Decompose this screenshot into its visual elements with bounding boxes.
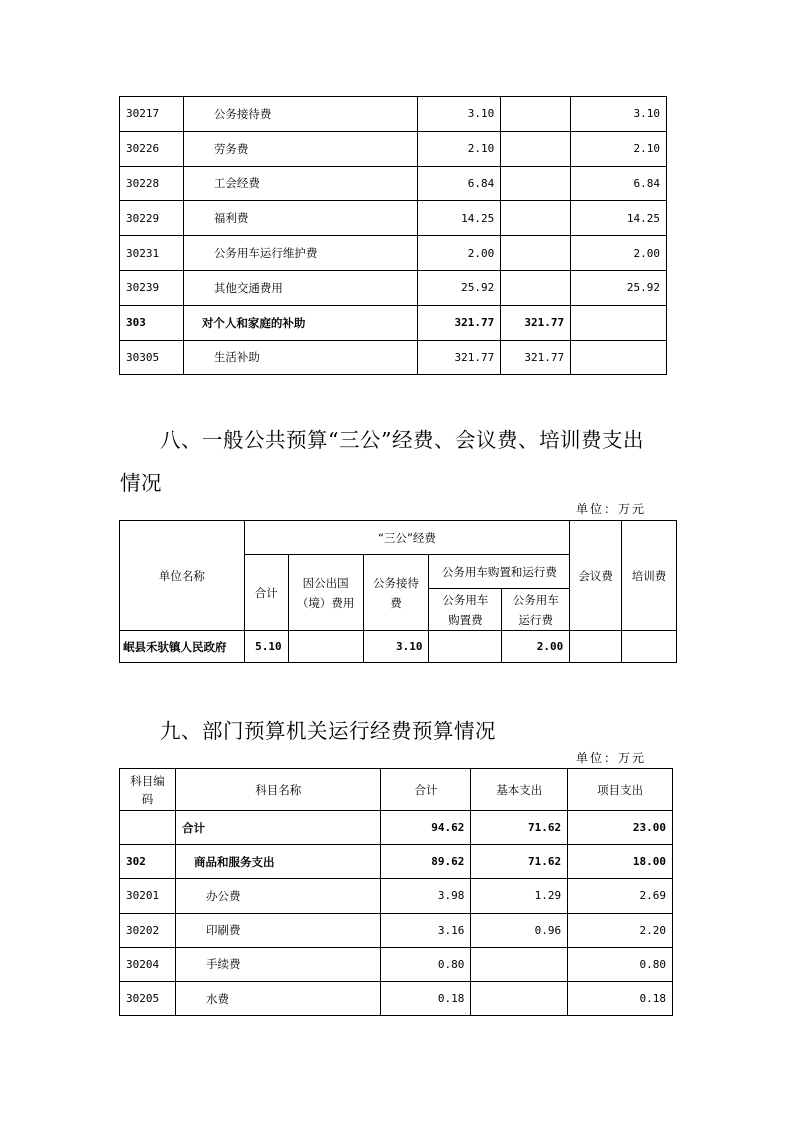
cell-reception: 3.10 [363,631,429,663]
cell-code [120,811,176,845]
header-total: 合计 [381,769,471,811]
cell-name: 其他交通费用 [183,270,417,305]
cell-total: 3.98 [381,879,471,913]
cell-project: 18.00 [568,845,673,879]
section8-title: 八、一般公共预算“三公”经费、会议费、培训费支出 [160,428,644,452]
cell-name: 对个人和家庭的补助 [183,305,417,340]
header-training: 培训费 [622,521,677,631]
cell-unit-name: 岷县禾驮镇人民政府 [120,631,245,663]
cell-name: 公务用车运行维护费 [183,236,417,271]
cell-basic: 71.62 [471,845,568,879]
cell-basic: 1.29 [471,879,568,913]
cell-name: 劳务费 [183,131,417,166]
operating-expense-table [119,768,673,1016]
table-row [120,201,667,236]
cell-code: 303 [120,305,184,340]
cell-code: 30217 [120,97,184,132]
cell-basic: 321.77 [501,340,571,375]
cell-name: 商品和服务支出 [175,845,381,879]
cell-project: 2.20 [568,913,673,947]
cell-total: 3.16 [381,913,471,947]
header-code-line2: 码 [141,791,154,806]
cell-name: 生活补助 [183,340,417,375]
header-meeting: 会议费 [570,521,622,631]
cell-code: 30231 [120,236,184,271]
cell-total: 6.84 [418,166,501,201]
header-vehicle-purchase-line1: 公务用车 [442,592,489,607]
cell-project [571,340,667,375]
cell-total: 89.62 [381,845,471,879]
cell-total: 321.77 [418,340,501,375]
cell-code: 30228 [120,166,184,201]
header-unit-name: 单位名称 [120,521,245,631]
header-vehicle-purchase [429,589,502,631]
table-row [120,981,673,1015]
table-row [120,131,667,166]
header-reception-line2: 费 [390,595,402,610]
header-project: 项目支出 [568,769,673,811]
table-row [120,97,667,132]
cell-vehicle-operation: 2.00 [502,631,570,663]
header-code [120,769,176,811]
cell-project: 14.25 [571,201,667,236]
cell-name: 公务接待费 [183,97,417,132]
cell-project [571,305,667,340]
cell-basic [501,270,571,305]
table-row [120,305,667,340]
cell-code: 302 [120,845,176,879]
cell-total: 3.10 [418,97,501,132]
cell-basic: 71.62 [471,811,568,845]
sangong-table [119,520,677,663]
section8-title-line2: 情况 [120,471,162,495]
cell-name: 合计 [175,811,381,845]
header-abroad [288,555,363,631]
cell-project: 6.84 [571,166,667,201]
section9-title: 九、部门预算机关运行经费预算情况 [160,719,496,743]
header-abroad-line2: （境）费用 [296,595,355,610]
cell-name: 办公费 [175,879,381,913]
cell-project: 0.80 [568,947,673,981]
cell-name: 手续费 [175,947,381,981]
cell-code: 30226 [120,131,184,166]
table-row [120,947,673,981]
section9-unit: 单位：万元 [576,751,647,765]
table-row [120,270,667,305]
cell-total: 94.62 [381,811,471,845]
cell-basic [501,131,571,166]
table-row [120,913,673,947]
cell-code: 30202 [120,913,176,947]
table-row [120,631,677,663]
cell-basic: 0.96 [471,913,568,947]
cell-project: 3.10 [571,97,667,132]
cell-basic [501,97,571,132]
header-vehicle-purchase-line2: 购置费 [448,612,483,627]
cell-total: 321.77 [418,305,501,340]
table-row [120,236,667,271]
table-row [120,811,673,845]
cell-total: 0.18 [381,981,471,1015]
header-vehicle-operation-line2: 运行费 [518,612,553,627]
cell-basic [471,947,568,981]
cell-total: 0.80 [381,947,471,981]
cell-project: 2.00 [571,236,667,271]
cell-meeting [570,631,622,663]
header-code-line1: 科目编 [130,773,165,788]
section8-unit: 单位：万元 [576,502,647,516]
cell-code: 30229 [120,201,184,236]
header-vehicle-operation-line1: 公务用车 [512,592,559,607]
cell-project: 25.92 [571,270,667,305]
header-reception-line1: 公务接待 [373,575,420,590]
cell-total: 25.92 [418,270,501,305]
cell-project: 2.10 [571,131,667,166]
cell-vehicle-purchase [429,631,502,663]
cell-name: 工会经费 [183,166,417,201]
cell-basic [501,166,571,201]
cell-total: 2.00 [418,236,501,271]
cell-total: 5.10 [244,631,288,663]
cell-basic: 321.77 [501,305,571,340]
table-row [120,340,667,375]
cell-total: 14.25 [418,201,501,236]
header-vehicle-operation [502,589,570,631]
cell-abroad [288,631,363,663]
cell-code: 30205 [120,981,176,1015]
header-total: 合计 [244,555,288,631]
cell-basic [471,981,568,1015]
header-abroad-line1: 因公出国 [302,575,349,590]
table-row [120,879,673,913]
cell-name: 福利费 [183,201,417,236]
cell-name: 印刷费 [175,913,381,947]
cell-code: 30305 [120,340,184,375]
cell-project: 2.69 [568,879,673,913]
table-row [120,845,673,879]
header-basic: 基本支出 [471,769,568,811]
header-name: 科目名称 [175,769,381,811]
cell-name: 水费 [175,981,381,1015]
cell-project: 0.18 [568,981,673,1015]
cell-project: 23.00 [568,811,673,845]
header-sangong: “三公”经费 [244,521,570,555]
cell-code: 30204 [120,947,176,981]
expense-continuation-table [119,96,667,375]
cell-total: 2.10 [418,131,501,166]
cell-training [622,631,677,663]
cell-code: 30239 [120,270,184,305]
header-vehicle: 公务用车购置和运行费 [429,555,570,589]
cell-code: 30201 [120,879,176,913]
cell-basic [501,236,571,271]
cell-basic [501,201,571,236]
table-row [120,166,667,201]
header-reception [363,555,429,631]
